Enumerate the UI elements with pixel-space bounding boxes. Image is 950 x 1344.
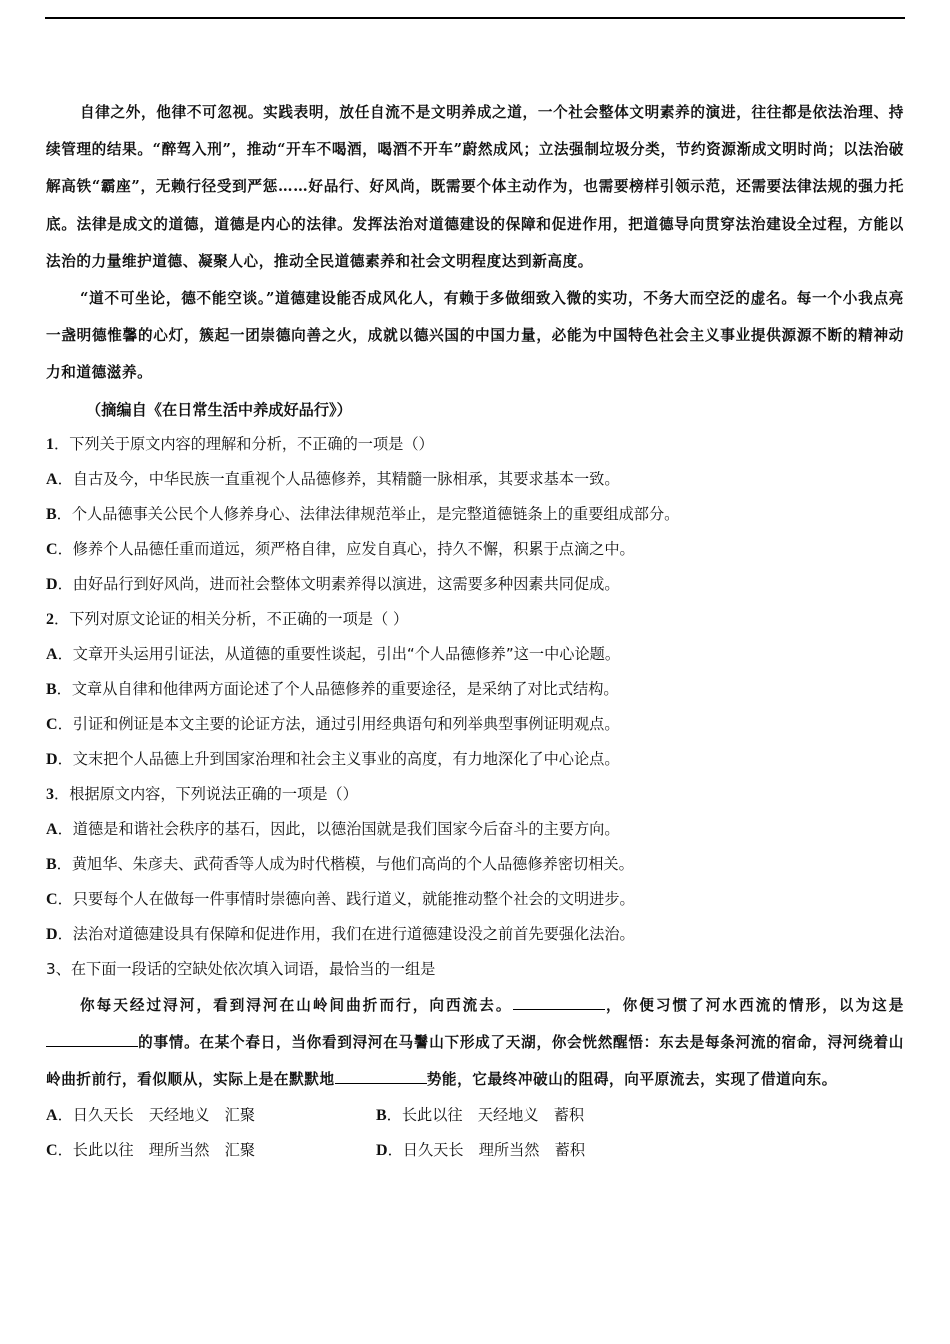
option-d[interactable] [46, 742, 904, 777]
option-text: ．日久天长 天经地义 汇聚 [57, 1106, 255, 1125]
option-text: ．黄旭华、朱彦夫、武荷香等人成为时代楷模，与他们高尚的个人品德修养密切相关。 [56, 854, 634, 873]
fill-passage-paragraph [46, 987, 904, 1099]
option-b[interactable] [46, 847, 904, 882]
option-c[interactable] [46, 707, 904, 742]
passage-paragraph-1: 自律之外，他律不可忽视。实践表明，放任自流不是文明养成之道，一个社会整体文明素养的演进，往往都是依法治理、持续管理的结果。“醉驾入刑”，推动“开车不喝酒，喝酒不开车”蔚然成风；立法强制垃圾分类，节约资源渐成文明时尚；以法治破解高铁“霸座”，无赖行径受到严惩……好品行、好风尚，既需要个体主动作为，也需要榜样引领示范，还需要法律法规的强力托底。法律是成文的道德，道德是内心的法律。发挥法治对道德建设的保障和促进作用，把道德导向贯穿法治建设全过程，方能以法治的力量维护道德、凝聚人心，推动全民道德素养和社会文明程度达到新高度。 [46, 104, 904, 270]
option-a[interactable] [46, 1098, 376, 1133]
option-text: ．道德是和谐社会秩序的基石，因此，以德治国就是我们国家今后奋斗的主要方向。 [57, 819, 620, 838]
option-key: B [46, 680, 57, 698]
question-stem [46, 777, 904, 812]
option-key: B [46, 505, 57, 523]
option-c[interactable] [46, 1133, 376, 1168]
fill-segment-4: 势能，它最终冲破山的阻碍，向平原流去，实现了借道向东。 [426, 1071, 837, 1089]
question-number: 3 [46, 785, 54, 803]
option-key: D [46, 925, 58, 943]
option-c[interactable] [46, 882, 904, 917]
option-text: ．长此以往 理所当然 汇聚 [57, 1141, 255, 1160]
option-key: B [46, 855, 57, 873]
blank-2[interactable] [46, 1032, 138, 1047]
option-a[interactable] [46, 637, 904, 672]
question-stem [46, 602, 904, 637]
option-b[interactable] [376, 1098, 706, 1133]
question-number: 2 [46, 610, 54, 628]
fill-passage [46, 987, 904, 1099]
option-text: ．日久天长 理所当然 蓄积 [387, 1141, 585, 1160]
option-text: ．引证和例证是本文主要的论证方法，通过引用经典语句和列举典型事例证明观点。 [57, 714, 620, 733]
option-text: ．自古及今，中华民族一直重视个人品德修养，其精髓一脉相承，其要求基本一致。 [57, 469, 620, 488]
option-c[interactable] [46, 532, 904, 567]
header-rule [45, 17, 905, 19]
reading-passage [46, 94, 904, 392]
option-text: ．由好品行到好风尚，进而社会整体文明素养得以演进，这需要多种因素共同促成。 [57, 574, 620, 593]
blank-1[interactable] [513, 995, 605, 1010]
option-key: D [46, 575, 58, 593]
fill-question-heading: 3、在下面一段话的空缺处依次填入词语，最恰当的一组是 [46, 959, 436, 978]
question-1 [46, 427, 904, 602]
option-key: D [46, 750, 58, 768]
fill-segment-3: 的事情。在某个春日，当你看到浔河在马鬐山下形成了天湖，你会恍然醒悟：东去是每条河流的宿命，浔河绕着山岭曲折前行，看似顺从，实际上是在默默地 [46, 1033, 904, 1089]
option-d[interactable] [46, 917, 904, 952]
option-text: ．个人品德事关公民个人修养身心、法律法律规范举止，是完整道德链条上的重要组成部分。 [56, 504, 680, 523]
option-key: A [46, 470, 58, 488]
option-key: A [46, 820, 58, 838]
question-text: ．下列对原文论证的相关分析，不正确的一项是（ ） [54, 609, 409, 628]
option-a[interactable] [46, 462, 904, 497]
option-text: ．法治对道德建设具有保障和促进作用，我们在进行道德建设没之前首先要强化法治。 [57, 924, 635, 943]
option-key: A [46, 1107, 58, 1125]
passage-paragraph-2: “道不可坐论，德不能空谈。”道德建设能否成风化人，有赖于多做细致入微的实功，不务大而空泛的虚名。每一个小我点亮一盏明德惟馨的心灯，簇起一团崇德向善之火，成就以德兴国的中国力量，必能为中国特色社会主义事业提供源源不断的精神动力和道德滋养。 [46, 290, 904, 382]
option-text: ．只要每个人在做每一件事情时崇德向善、践行道义，就能推动整个社会的文明进步。 [57, 889, 635, 908]
option-a[interactable] [46, 812, 904, 847]
question-2 [46, 602, 904, 777]
option-key: C [46, 715, 58, 733]
option-b[interactable] [46, 672, 904, 707]
question-3 [46, 777, 904, 952]
option-key: C [46, 890, 58, 908]
question-stem [46, 427, 904, 462]
fill-options [46, 1098, 904, 1168]
option-d[interactable] [376, 1133, 706, 1168]
passage-source: （摘编自《在日常生活中养成好品行》） [86, 400, 352, 419]
question-number: 1 [46, 435, 54, 453]
fill-segment-2: ，你便习惯了河水西流的情形，以为这是 [604, 996, 904, 1014]
fill-segment-1: 你每天经过浔河，看到浔河在山岭间曲折而行，向西流去。 [80, 996, 513, 1014]
document-body [46, 94, 904, 1168]
option-key: C [46, 1142, 58, 1160]
option-text: ．修养个人品德任重而道远，须严格自律，应发自真心，持久不懈，积累于点滴之中。 [57, 539, 635, 558]
question-text: ．根据原文内容，下列说法正确的一项是（） [54, 784, 358, 803]
option-d[interactable] [46, 567, 904, 602]
option-text: ．长此以往 天经地义 蓄积 [386, 1106, 585, 1125]
option-text: ．文末把个人品德上升到国家治理和社会主义事业的高度，有力地深化了中心论点。 [57, 749, 620, 768]
option-text: ．文章开头运用引证法，从道德的重要性谈起，引出“个人品德修养”这一中心论题。 [57, 644, 621, 663]
option-key: C [46, 540, 58, 558]
question-text: ．下列关于原文内容的理解和分析，不正确的一项是（） [54, 434, 434, 453]
option-key: D [376, 1142, 388, 1160]
option-key: A [46, 645, 58, 663]
option-text: ．文章从自律和他律两方面论述了个人品德修养的重要途径，是采纳了对比式结构。 [56, 679, 619, 698]
option-b[interactable] [46, 497, 904, 532]
blank-3[interactable] [335, 1069, 427, 1084]
fill-blank-question [46, 952, 904, 1169]
option-key: B [376, 1107, 387, 1125]
